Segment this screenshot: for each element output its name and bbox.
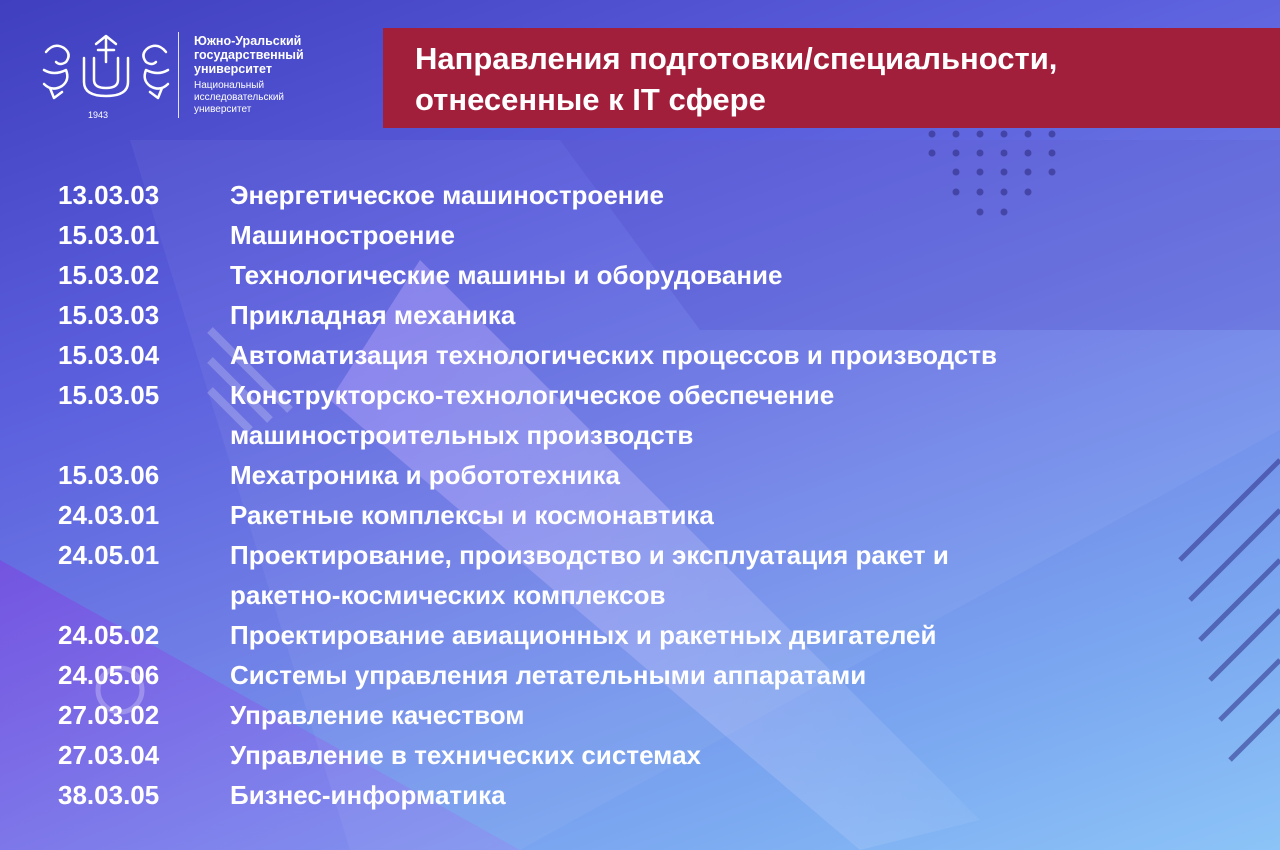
program-name: Бизнес-информатика <box>230 780 506 810</box>
program-code: 15.03.06 <box>58 460 160 490</box>
program-name: Энергетическое машиностроение <box>230 180 664 210</box>
founding-year: 1943 <box>88 110 109 120</box>
page-title <box>415 38 1260 120</box>
page-title-banner <box>383 28 1280 128</box>
program-code: 15.03.02 <box>58 260 160 290</box>
program-code: 27.03.02 <box>58 700 160 730</box>
list-item <box>58 295 1238 335</box>
list-item <box>58 735 1238 775</box>
university-subtitle-line: исследовательский <box>194 92 284 103</box>
program-code: 24.05.06 <box>58 660 160 690</box>
list-item <box>58 775 1238 815</box>
program-name: Управление в технических системах <box>230 740 701 770</box>
program-code: 24.05.02 <box>58 620 160 650</box>
program-code: 38.03.05 <box>58 780 160 810</box>
program-code: 27.03.04 <box>58 740 160 770</box>
university-subtitle-line: университет <box>194 104 252 115</box>
program-code: 13.03.03 <box>58 180 160 210</box>
logo-divider <box>178 32 179 118</box>
program-name: Ракетные комплексы и космонавтика <box>230 500 714 530</box>
list-item <box>58 615 1238 655</box>
program-code: 24.03.01 <box>58 500 160 530</box>
program-name: Технологические машины и оборудование <box>230 260 783 290</box>
program-code: 15.03.03 <box>58 300 160 330</box>
program-name: Системы управления летательными аппаратами <box>230 660 867 690</box>
program-code: 15.03.01 <box>58 220 160 250</box>
program-name: Автоматизация технологических процессов и производств <box>230 340 997 370</box>
program-name: Мехатроника и робототехника <box>230 460 620 490</box>
list-item <box>58 455 1238 495</box>
program-code: 24.05.01 <box>58 540 160 570</box>
list-item <box>58 375 1238 455</box>
program-name-line: Конструкторско-технологическое обеспечение <box>230 380 835 410</box>
program-name-line: Проектирование, производство и эксплуатация ракет и <box>230 540 949 570</box>
list-item <box>58 495 1238 535</box>
program-code: 15.03.05 <box>58 380 160 410</box>
university-name-line: университет <box>194 62 272 76</box>
list-item <box>58 215 1238 255</box>
program-name <box>230 535 1238 615</box>
page-title-line: отнесенные к IT сфере <box>415 82 766 117</box>
program-name: Управление качеством <box>230 700 525 730</box>
list-item <box>58 255 1238 295</box>
university-subtitle-line: Национальный <box>194 80 265 91</box>
university-name-block <box>194 34 304 116</box>
list-item <box>58 175 1238 215</box>
program-name: Прикладная механика <box>230 300 516 330</box>
program-name <box>230 375 1238 455</box>
list-item <box>58 535 1238 615</box>
page-title-line: Направления подготовки/специальности, <box>415 41 1058 76</box>
program-name-line: машиностроительных производств <box>230 420 694 450</box>
list-item <box>58 335 1238 375</box>
programs-list <box>58 175 1238 815</box>
program-name: Машиностроение <box>230 220 455 250</box>
program-name-line: ракетно-космических комплексов <box>230 580 666 610</box>
list-item <box>58 655 1238 695</box>
university-name-line: Южно-Уральский <box>194 34 302 48</box>
university-name-line: государственный <box>194 48 304 62</box>
program-name: Проектирование авиационных и ракетных двигателей <box>230 620 937 650</box>
program-code: 15.03.04 <box>58 340 160 370</box>
list-item <box>58 695 1238 735</box>
